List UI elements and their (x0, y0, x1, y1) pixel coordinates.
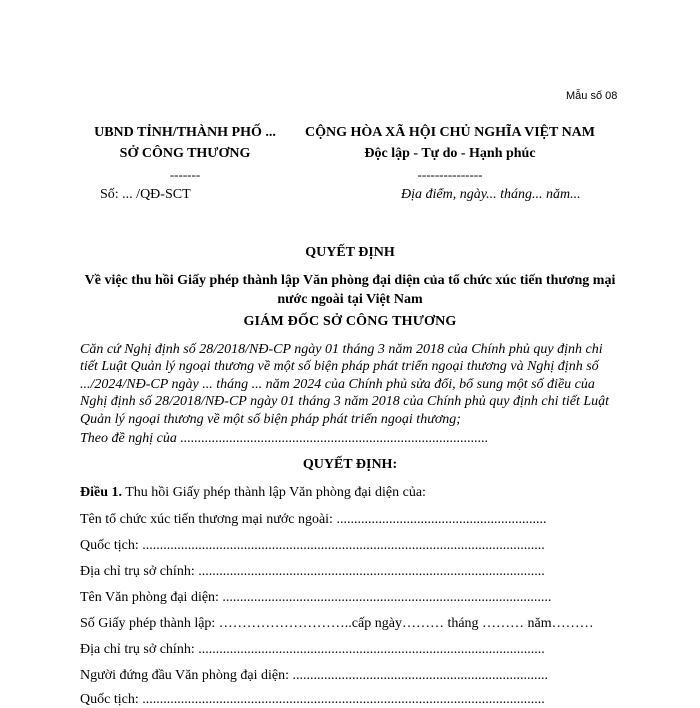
national-title: CỘNG HÒA XÃ HỘI CHỦ NGHĨA VIỆT NAM (304, 125, 595, 140)
legal-basis: Căn cứ Nghị định số 28/2018/NĐ-CP ngày 01 tháng 3 năm 2018 của Chính phủ quy định chi tiết Luật Quản lý ngoại thương về một số biện pháp phát triển ngoại thương và Nghị định số .../2024/NĐ-CP ngày ... tháng ... năm 2024 của Chính phủ sửa đổi, bổ sung một số điều của Nghị định số 28/2018/NĐ-CP ngày 01 tháng 3 năm 2018 của Chính phủ quy định chi tiết Luật Quản lý ngoại thương về một số biện pháp phát triển ngoại thương; (80, 342, 610, 427)
field-nationality: Quốc tịch: ................................................................................................................... (80, 538, 545, 553)
place-date: Địa điểm, ngày... tháng... năm... (401, 187, 581, 202)
field-head-office-address: Địa chỉ trụ sở chính: ................................................................................................... (80, 564, 545, 579)
article-1-text: Thu hồi Giấy phép thành lập Văn phòng đại diện của: (122, 485, 426, 500)
article-1-label: Điều 1. (80, 485, 122, 500)
field-license-number: Số Giấy phép thành lập: ………………………..cấp ngày……… tháng ……… năm……… (80, 616, 594, 631)
document-number: Số: ... /QĐ-SCT (100, 187, 191, 202)
field-head-nationality: Quốc tịch: ................................................................................................................... (80, 692, 545, 707)
right-separator: --------------- (417, 167, 483, 182)
field-office-address: Địa chỉ trụ sở chính: ................................................................................................... (80, 642, 545, 657)
field-head-of-office: Người đứng đầu Văn phòng đại diện: ......................................................................... (80, 668, 548, 683)
document-subtitle: Về việc thu hồi Giấy phép thành lập Văn phòng đại diện của tổ chức xúc tiến thương mại nước ngoài tại Việt Nam (84, 273, 616, 307)
field-representative-office-name: Tên Văn phòng đại diện: .............................................................................................. (80, 590, 552, 605)
form-number: Mẫu số 08 (566, 90, 618, 102)
province-line: UBND TỈNH/THÀNH PHỐ ... (94, 125, 276, 140)
field-organization-name: Tên tổ chức xúc tiến thương mại nước ngoài: ............................................................ (80, 512, 547, 527)
department-line: SỞ CÔNG THƯƠNG (119, 146, 251, 161)
left-separator: ------- (169, 167, 201, 182)
national-motto: Độc lập - Tự do - Hạnh phúc (364, 146, 536, 161)
document-title: QUYẾT ĐỊNH (305, 245, 395, 260)
decision-heading: QUYẾT ĐỊNH: (302, 457, 398, 472)
article-1 (80, 485, 426, 501)
right-header (270, 122, 630, 185)
proposal-line: Theo đề nghị của ........................................................................................ (80, 431, 489, 446)
authority-title: GIÁM ĐỐC SỞ CÔNG THƯƠNG (243, 314, 457, 329)
